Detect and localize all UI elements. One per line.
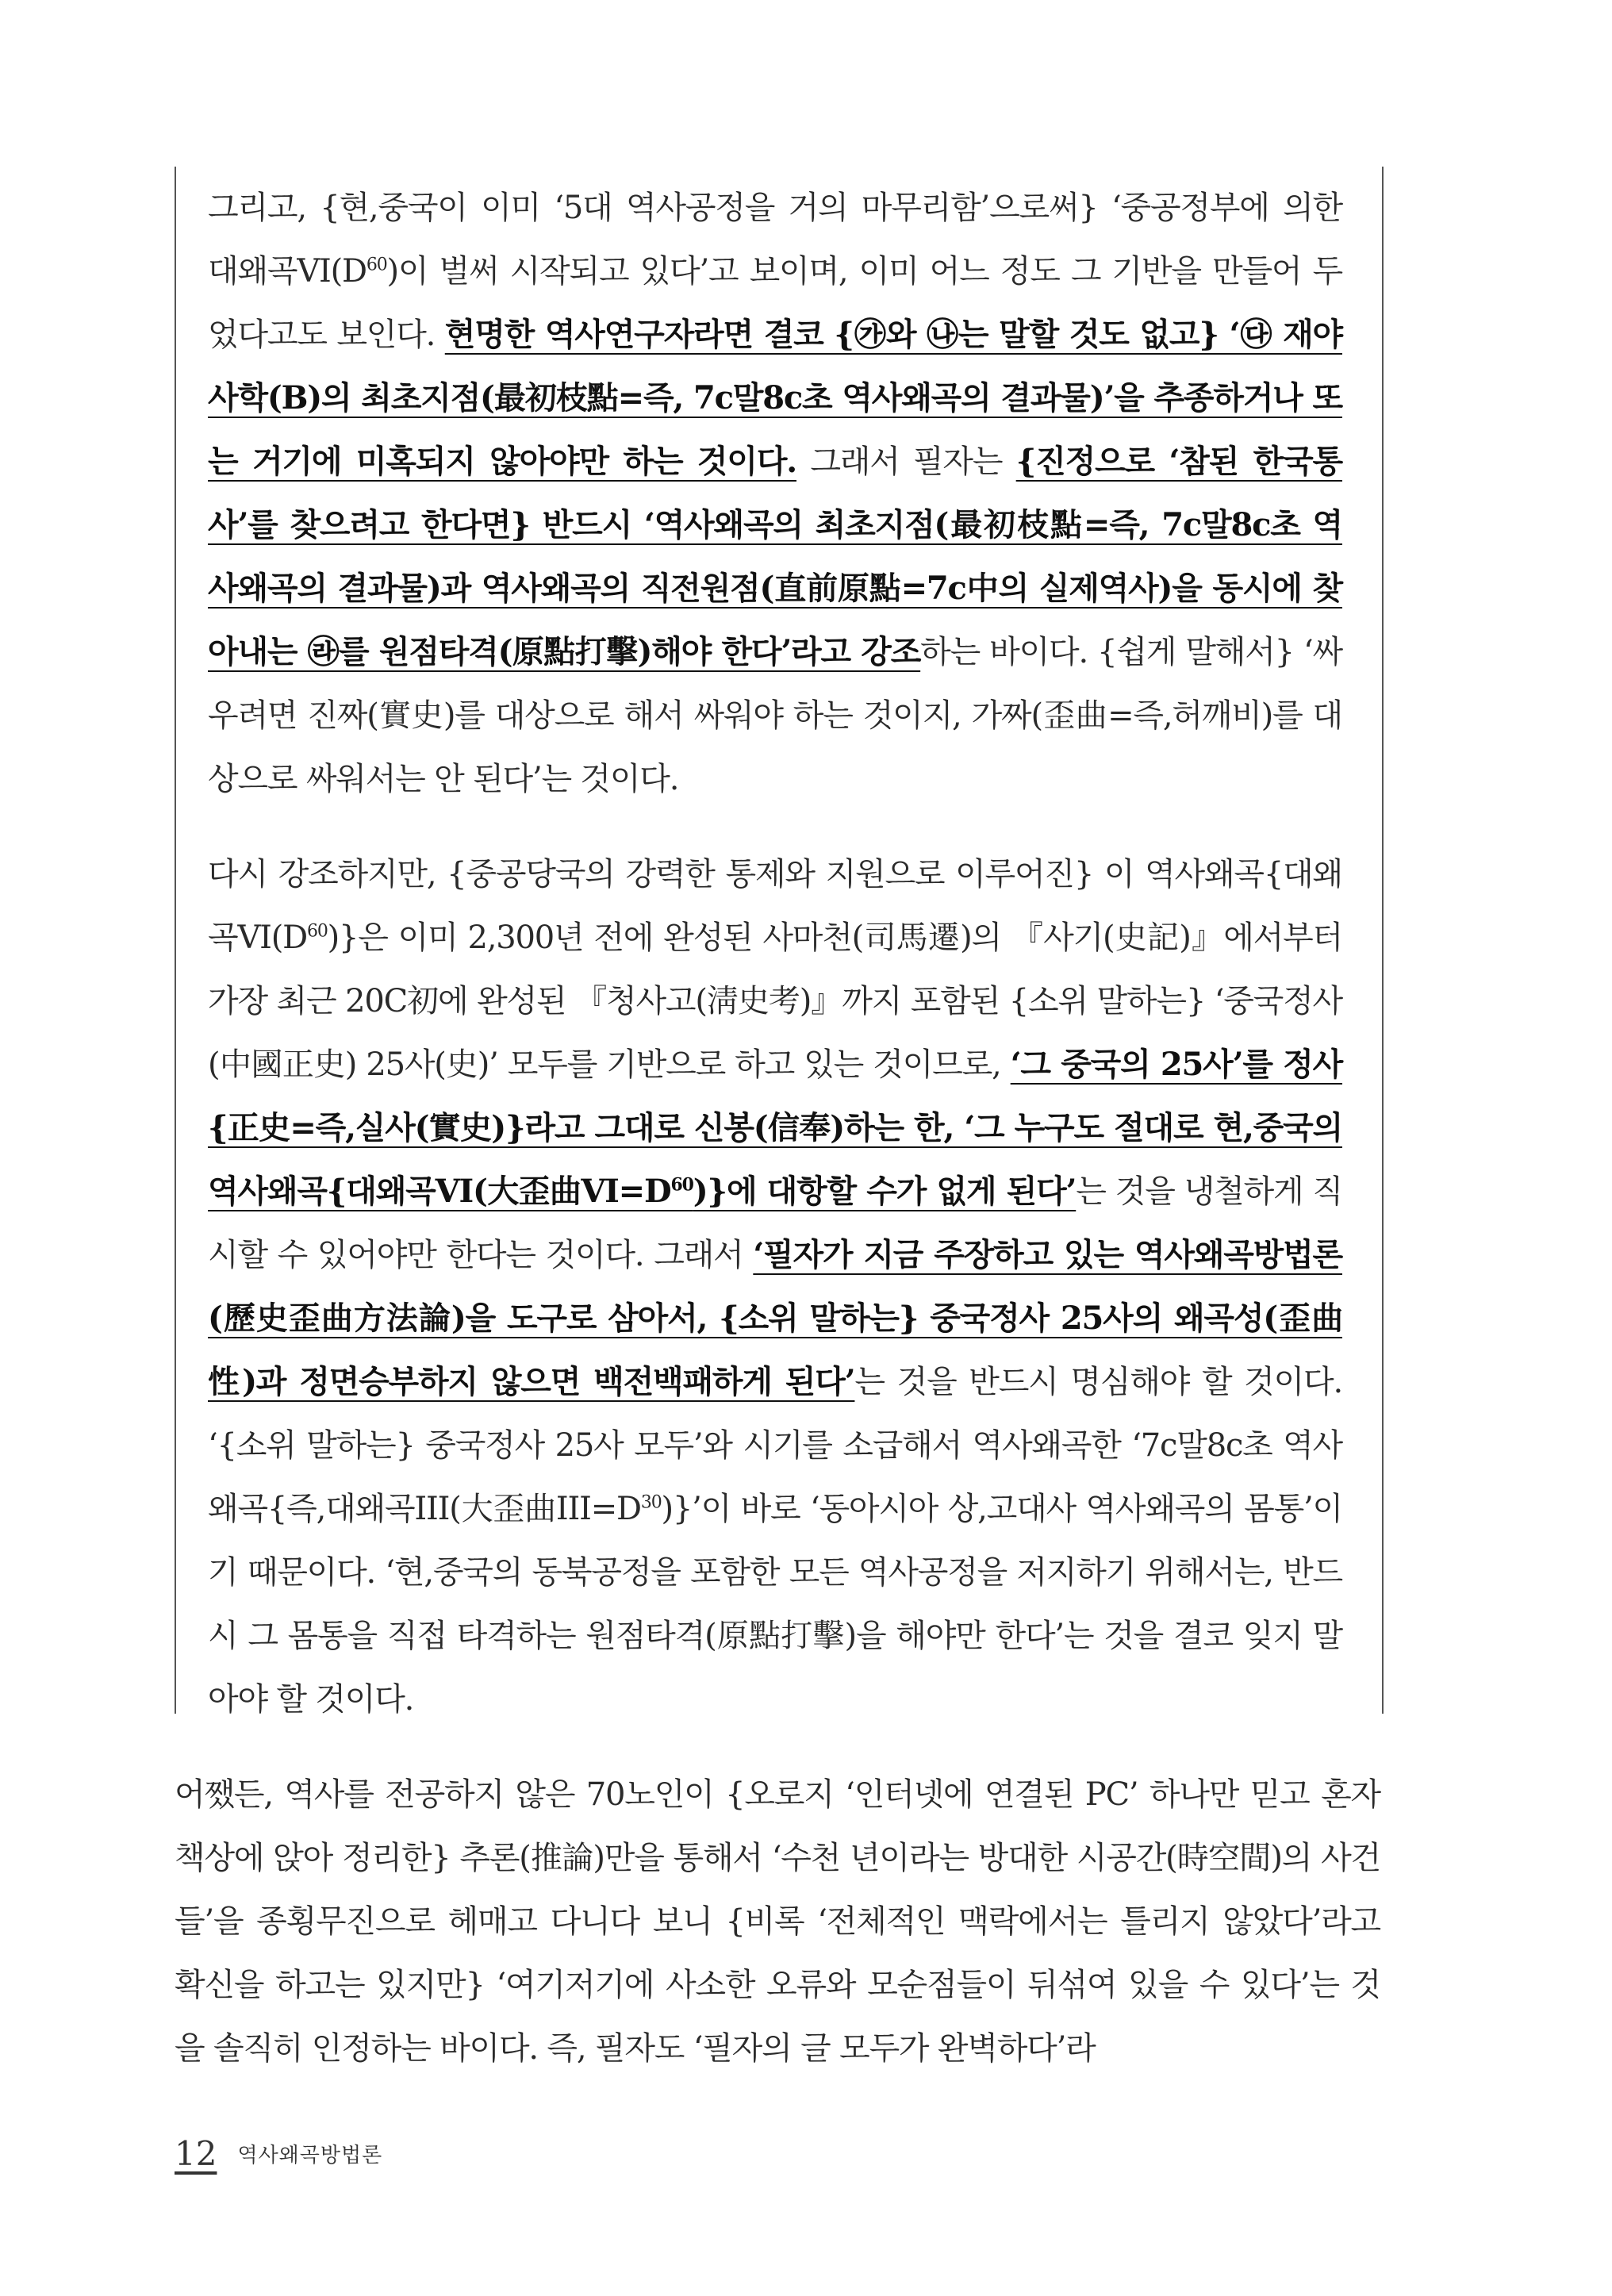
paragraph-3 [175, 1763, 1380, 2080]
p1-emphasis-2: {진정으로 ‘참된 한국통사’를 찾으려고 한다면} 반드시 ‘역사왜곡의 최초지점(最初枝點=즉, 7c말8c초 역사왜곡의 결과물)과 역사왜곡의 직전원점(直前原點=7c中의 실제역사)을 동시에 찾아내는 ㉱를 원점타격(原點打擊)해야 한다’라고 강조 [208, 443, 1342, 670]
p2-text-4: 는 것을 반드시 명심해야 할 것이다. ‘{소위 말하는} 중국정사 25사 모두’와 시기를 소급해서 역사왜곡한 ‘7c말8c초 역사왜곡{즉,대왜곡III(大歪曲III=D [208, 1364, 1343, 1527]
paragraph-1 [208, 176, 1342, 811]
p1-text-4: 하는 바이다. {쉽게 말해서} ‘싸우려면 진짜(實史)를 대상으로 해서 싸워야 하는 것이지, 가짜(歪曲=즉,허깨비)를 대상으로 싸워서는 안 된다’는 것이다. [208, 634, 1342, 797]
p2-text-3: 는 것을 냉철하게 직시할 수 있어야만 한다는 것이다. 그래서 [208, 1173, 1342, 1273]
running-title: 역사왜곡방법론 [237, 2144, 383, 2167]
p2-superscript-2: 30 [640, 1492, 662, 1513]
paragraph-2 [208, 843, 1342, 1731]
p2-emphasis-1b: )}에 대항할 수가 없게 된다’ [693, 1173, 1077, 1210]
p2-text-1: 다시 강조하지만, {중공당국의 강력한 통제와 지원으로 이루어진} 이 역사왜곡{대왜곡VI(D [208, 856, 1342, 956]
p1-emphasis-1: 현명한 역사연구자라면 결코 {㉮와 ㉯는 말할 것도 없고} ‘㉰ 재야사학(B)의 최초지점(最初枝點=즉, 7c말8c초 역사왜곡의 결과물)’을 추종하거나 또는 거기에 미혹되지 않아야만 하는 것이다. [208, 316, 1342, 480]
p3-text: 어쨌든, 역사를 전공하지 않은 70노인이 {오로지 ‘인터넷에 연결된 PC’ 하나만 믿고 혼자 책상에 앉아 정리한} 추론(推論)만을 통해서 ‘수천 년이라는 방대한 시공간(時空間)의 사건들’을 종횡무진으로 헤매고 다니다 보니 {비록 ‘전체적인 맥락에서는 틀리지 않았다’라고 확신을 하고는 있지만} ‘여기저기에 사소한 오류와 모순점들이 뒤섞여 있을 수 있다’는 것을 솔직히 인정하는 바이다. 즉, 필자도 ‘필자의 글 모두가 완벽하다’라 [175, 1776, 1380, 2067]
p2-text-2: )}은 이미 2,300년 전에 완성된 사마천(司馬遷)의 『사기(史記)』에서부터 가장 최근 20C初에 완성된 『청사고(淸史考)』까지 포함된 {소위 말하는} ‘중국정사(中國正史) 25사(史)’ 모두를 기반으로 하고 있는 것이므로, [208, 920, 1342, 1083]
p2-text-5: )}’이 바로 ‘동아시아 상,고대사 역사왜곡의 몸통’이기 때문이다. ‘현,중국의 동북공정을 포함한 모든 역사공정을 저지하기 위해서는, 반드시 그 몸통을 직접 타격하는 원점타격(原點打擊)을 해야만 한다’는 것을 결코 잊지 말아야 할 것이다. [208, 1491, 1343, 1718]
page-footer [175, 2134, 382, 2173]
p1-text-3: 그래서 필자는 [796, 443, 1016, 480]
page-number: 12 [175, 2134, 217, 2173]
p2-superscript-1: 60 [307, 921, 328, 942]
p1-superscript: 60 [366, 255, 387, 275]
p2-emphasis-1a: ‘그 중국의 25사’를 정사{正史=즉,실사(實史)}라고 그대로 신봉(信奉)하는 한, ‘그 누구도 절대로 현,중국의 역사왜곡{대왜곡VI(大歪曲VI=D [208, 1046, 1343, 1210]
p1-text-1: 그리고, {현,중국이 이미 ‘5대 역사공정을 거의 마무리함’으로써} ‘중공정부에 의한 대왜곡VI(D [208, 190, 1342, 290]
p2-emphasis-2: ‘필자가 지금 주장하고 있는 역사왜곡방법론(歷史歪曲方法論)을 도구로 삼아서, {소위 말하는} 중국정사 25사의 왜곡성(歪曲性)과 정면승부하지 않으면 백전백패하게 된다’ [208, 1236, 1342, 1400]
p1-text-2: )이 벌써 시작되고 있다’고 보이며, 이미 어느 정도 그 기반을 만들어 두었다고도 보인다. [208, 253, 1342, 353]
p2-emphasis-superscript: 60 [670, 1174, 693, 1196]
